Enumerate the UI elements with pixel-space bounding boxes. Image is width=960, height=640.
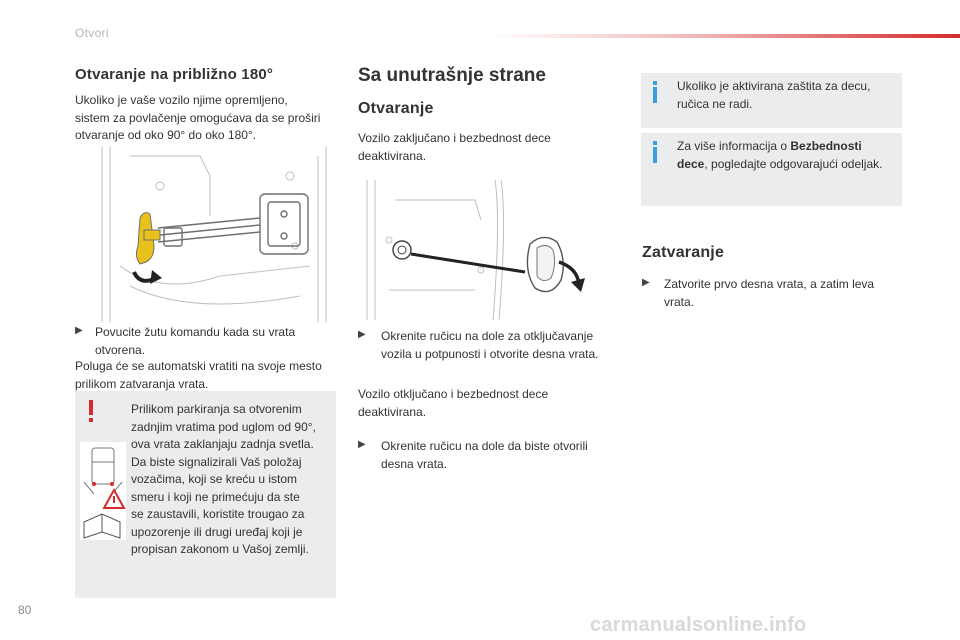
right-title: Zatvaranje — [642, 244, 725, 261]
bullet-marker-icon: ▶︎ — [75, 325, 83, 336]
info1-line: Ukoliko je aktivirana zaštita za decu, — [677, 79, 871, 93]
middle-state1 — [358, 130, 618, 165]
left-intro-line: otvaranje od oko 90° do oko 180°. — [75, 128, 257, 142]
left-intro-line: Ukoliko je vaše vozilo njime opremljeno, — [75, 93, 288, 107]
warning-line: se zaustavili, koristite trougao za — [131, 507, 305, 521]
warning-exclamation-icon — [88, 400, 94, 422]
left-after — [75, 358, 345, 393]
middle-bullet2-line: desna vrata. — [381, 456, 448, 471]
state1-line: deaktivirana. — [358, 148, 427, 163]
state2-line: Vozilo otključano i bezbednost dece — [358, 387, 549, 401]
info-icon — [653, 141, 657, 163]
info2-line-2: dece, pogledajte odgovarajući odeljak. — [677, 156, 883, 171]
middle-bullet1 — [358, 328, 618, 363]
middle-bullet2 — [358, 438, 618, 473]
door-hinge-illustration — [100, 146, 328, 322]
section-header: Otvori — [75, 26, 109, 40]
left-title: Otvaranje na približno 180° — [75, 66, 274, 83]
warning-line: propisan zakonom u Vašoj zemlji. — [131, 542, 309, 556]
watermark-footer: carmanualsonline.info — [590, 614, 807, 636]
warning-text — [131, 401, 331, 559]
middle-bullet1-line: Okrenite ručicu na dole za otključavanje — [381, 329, 594, 343]
warning-line: ova vrata zaklanjaju zadnja svetla. — [131, 437, 314, 451]
info2-bold-link: dece — [677, 156, 705, 171]
bullet-marker-icon: ▶︎ — [358, 439, 366, 450]
left-after-line: prilikom zatvaranja vrata. — [75, 376, 209, 391]
middle-state2 — [358, 386, 618, 421]
state1-line: Vozilo zaključano i bezbednost dece — [358, 131, 551, 145]
right-bullet — [642, 276, 902, 311]
middle-bullet2-line: Okrenite ručicu na dole da biste otvorili — [381, 439, 588, 453]
middle-bullet1-line: vozila u potpunosti i otvorite desna vrata. — [381, 346, 599, 361]
bullet-marker-icon: ▶︎ — [642, 277, 650, 288]
left-bullet — [75, 324, 345, 359]
left-intro-line: sistem za povlačenje omogućava da se proširi — [75, 110, 321, 125]
warning-line: Da biste signalizirali Vaš položaj — [131, 454, 302, 469]
info1-text — [677, 78, 897, 113]
left-bullet-line: otvorena. — [95, 342, 146, 357]
middle-subtitle: Otvaranje — [358, 100, 434, 117]
info-icon — [653, 81, 657, 103]
info2-bold-link: Bezbednosti — [790, 139, 862, 153]
middle-title: Sa unutrašnje strane — [358, 65, 546, 86]
warning-line: vozačima, koji se kreću u istom — [131, 472, 298, 486]
warning-line: smeru i koji ne primećuju da ste — [131, 489, 300, 504]
page-number: 80 — [18, 603, 32, 617]
right-bullet-line: Zatvorite prvo desna vrata, a zatim leva — [664, 277, 875, 291]
warning-line: Prilikom parkiranja sa otvorenim — [131, 402, 302, 416]
warning-triangle-illustration — [80, 442, 126, 540]
header-accent-line — [490, 34, 960, 38]
state2-line: deaktivirana. — [358, 404, 427, 419]
warning-line: upozorenje ili drugi uređaj koji je — [131, 524, 303, 539]
info2-line-1: Za više informacija o Bezbednosti — [677, 139, 862, 153]
info1-line: ručica ne radi. — [677, 96, 753, 111]
right-bullet-line: vrata. — [664, 294, 695, 309]
info2-text — [677, 138, 899, 173]
interior-handle-illustration — [365, 180, 601, 320]
left-bullet-line: Povucite žutu komandu kada su vrata — [95, 325, 296, 339]
left-after-line: Poluga će se automatski vratiti na svoje mesto — [75, 359, 322, 373]
warning-line: zadnjim vratima pod uglom od 90°, — [131, 419, 316, 434]
left-intro — [75, 92, 345, 145]
bullet-marker-icon: ▶︎ — [358, 329, 366, 340]
